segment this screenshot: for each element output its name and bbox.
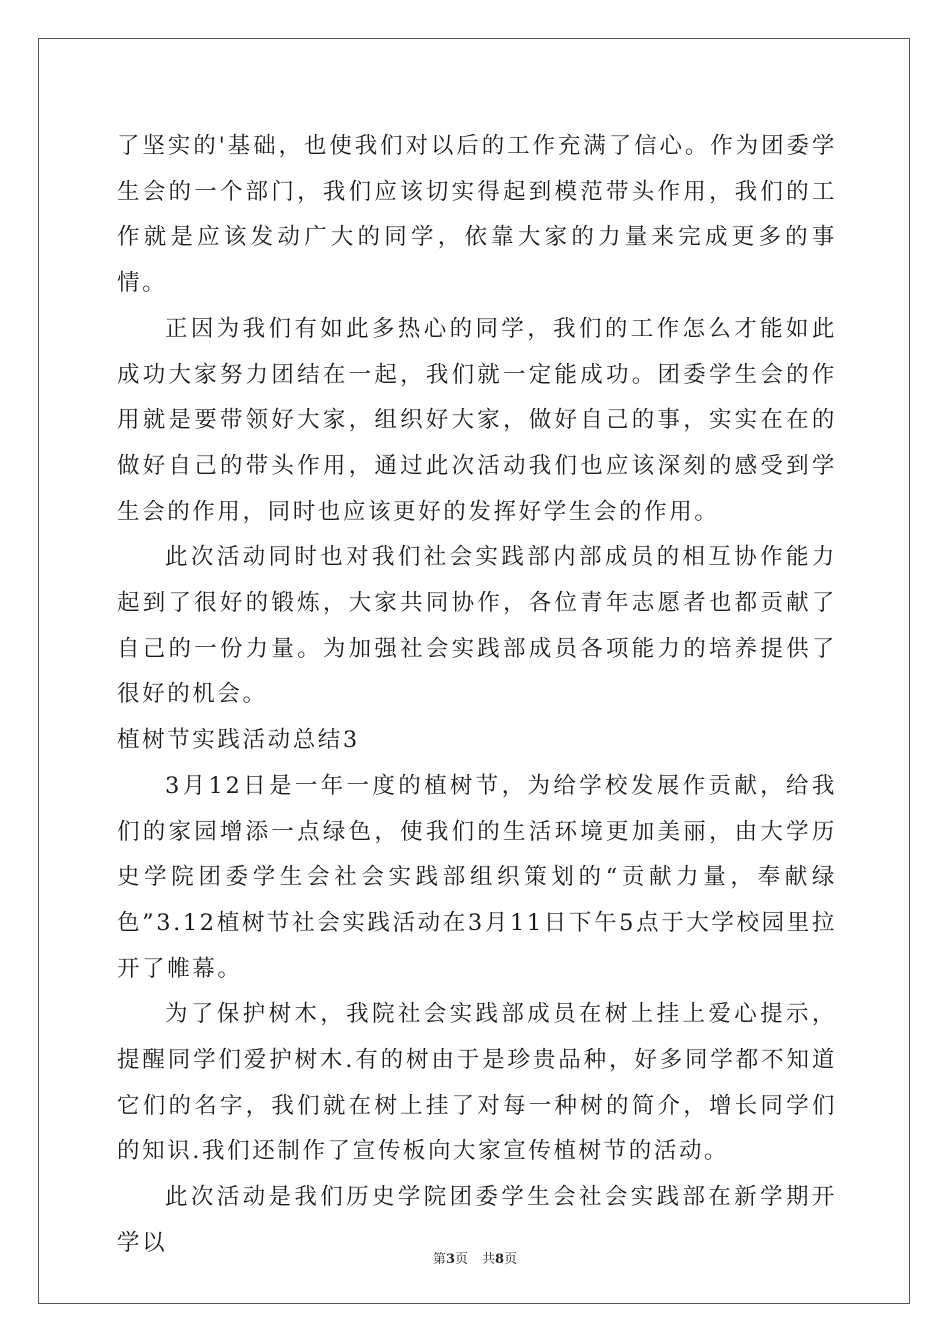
paragraph-6: 此次活动是我们历史学院团委学生会社会实践部在新学期开学以 [117,1184,837,1256]
paragraph-1: 了坚实的'基础，也使我们对以后的工作充满了信心。作为团委学生会的一个部门，我们应该切实得起到模范带头作用，我们的工作就是应该发动广大的同学，依靠大家的力量来完成更多的事情。 [117,133,837,297]
paragraph-4: 3月12日是一年一度的植树节，为给学校发展作贡献，给我们的家园增添一点绿色，使我们的生活环境更加美丽，由大学历史学院团委学生会社会实践部组织策划的“贡献力量，奉献绿色”3.12植树节社会实践活动在3月11日下午5点于大学校园里拉开了帷幕。 [117,772,837,982]
document-body [117,124,837,1267]
page-suffix: 页 [454,1252,468,1267]
page-footer [0,1248,950,1267]
total-suffix: 页 [504,1252,518,1267]
total-pages: 8 [495,1252,505,1267]
page-prefix: 第 [432,1252,446,1267]
paragraph-3: 此次活动同时也对我们社会实践部内部成员的相互协作能力起到了很好的锻炼，大家共同协作，各位青年志愿者也都贡献了自己的一份力量。为加强社会实践部成员各项能力的培养提供了很好的机会。 [117,544,837,708]
total-prefix: 共 [482,1252,496,1267]
section-heading: 植树节实践活动总结3 [117,727,360,754]
paragraph-2: 正因为我们有如此多热心的同学，我们的工作怎么才能如此成功大家努力团结在一起，我们就一定能成功。团委学生会的作用就是要带领好大家，组织好大家，做好自己的事，实实在在的做好自己的带头作用，通过此次活动我们也应该深刻的感受到学生会的作用，同时也应该更好的发挥好学生会的作用。 [117,315,837,525]
page-number: 3 [445,1252,455,1267]
paragraph-5: 为了保护树木，我院社会实践部成员在树上挂上爱心提示，提醒同学们爱护树木.有的树由于是珍贵品种，好多同学都不知道它们的名字，我们就在树上挂了对每一种树的简介，增长同学们的知识.我们还制作了宣传板向大家宣传植树节的活动。 [117,1001,837,1165]
